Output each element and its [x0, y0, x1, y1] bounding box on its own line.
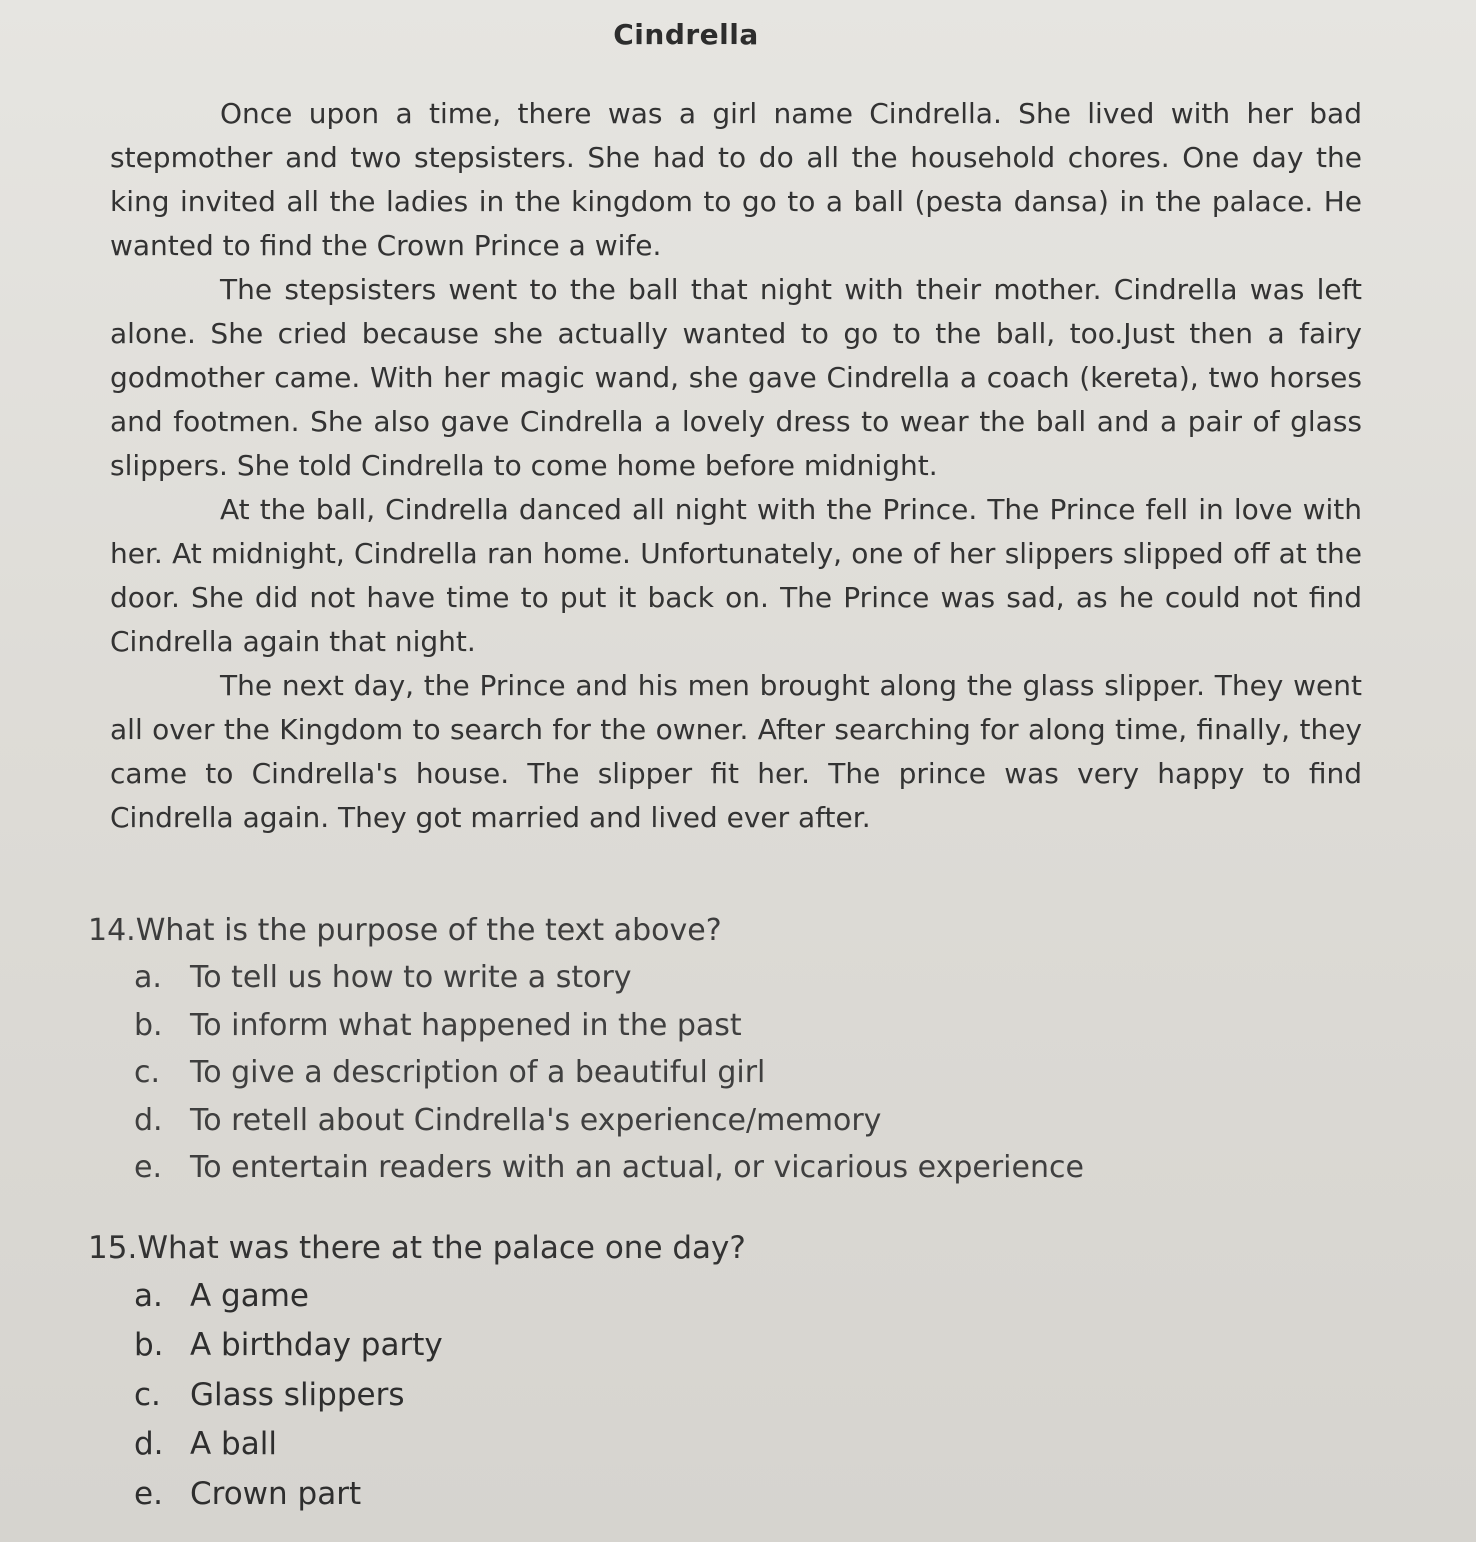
question-15-options — [88, 1272, 1288, 1520]
option-text: A ball — [190, 1426, 277, 1462]
option-letter: e. — [134, 1475, 163, 1512]
question-14-option-d[interactable] — [134, 1097, 1288, 1145]
option-letter: c. — [134, 1376, 161, 1413]
question-14-number: 14. — [88, 913, 136, 948]
option-text: To retell about Cindrella's experience/memory — [190, 1102, 882, 1138]
question-14-option-a[interactable] — [134, 954, 1288, 1002]
question-14-option-c[interactable] — [134, 1049, 1288, 1097]
question-14-text: What is the purpose of the text above? — [135, 913, 722, 948]
option-letter: b. — [134, 1007, 163, 1043]
option-text: To give a description of a beautiful girl — [190, 1055, 766, 1090]
option-letter: d. — [134, 1102, 163, 1138]
option-letter: e. — [134, 1150, 162, 1185]
document-title: Cindrella — [613, 18, 759, 51]
question-15-prompt — [88, 1224, 1288, 1272]
question-15-option-b[interactable] — [134, 1321, 1288, 1371]
question-15-number: 15. — [88, 1229, 138, 1266]
option-letter: b. — [134, 1327, 164, 1363]
story-text — [110, 92, 1362, 840]
option-letter: d. — [134, 1426, 164, 1462]
story-paragraph-1: Once upon a time, there was a girl name Cindrella. She lived with her bad stepmother and two stepsisters. She had to do all the household chores. One day the king invited all the ladies in the kingdom to go to a ball (pesta dansa) in the palace. He wanted to find the Crown Prince a wife. — [110, 97, 1362, 262]
story-paragraph-2: The stepsisters went to the ball that night with their mother. Cindrella was left alone. She cried because she actually wanted to go to the ball, too.Just then a fairy godmother came. With her magic wand, she gave Cindrella a coach (kereta), two horses and footmen. She also gave Cindrella a lovely dress to wear the ball and a pair of glass slippers. She told Cindrella to come home before midnight. — [110, 273, 1362, 482]
question-14-option-e[interactable] — [134, 1144, 1288, 1192]
question-section — [88, 908, 1288, 1519]
question-14-options — [88, 954, 1288, 1192]
story-paragraph-3: At the ball, Cindrella danced all night with the Prince. The Prince fell in love with her. At midnight, Cindrella ran home. Unfortunately, one of her slippers slipped off at the door. She did not have time to put it back on. The Prince was sad, as he could not find Cindrella again that night. — [110, 493, 1362, 658]
question-14-option-b[interactable] — [134, 1002, 1288, 1050]
question-15-option-c[interactable] — [134, 1371, 1288, 1421]
option-text: To tell us how to write a story — [190, 960, 632, 995]
question-15-option-e[interactable] — [134, 1470, 1288, 1520]
story-paragraph-4: The next day, the Prince and his men brought along the glass slipper. They went all over the Kingdom to search for the owner. After searching for along time, finally, they came to Cindrella's house. The slipper fit her. The prince was very happy to find Cindrella again. They got married and lived ever after. — [110, 669, 1362, 834]
question-15 — [88, 1224, 1288, 1520]
question-15-option-a[interactable] — [134, 1272, 1288, 1322]
question-14 — [88, 908, 1288, 1192]
question-15-text: What was there at the palace one day? — [137, 1229, 746, 1266]
option-letter: a. — [134, 1277, 163, 1314]
question-15-option-d[interactable] — [134, 1420, 1288, 1470]
option-text: To entertain readers with an actual, or vicarious experience — [190, 1150, 1084, 1185]
option-text: Glass slippers — [190, 1376, 405, 1413]
option-letter: a. — [134, 960, 162, 995]
option-letter: c. — [134, 1055, 161, 1090]
option-text: A game — [190, 1277, 310, 1314]
option-text: To inform what happened in the past — [190, 1007, 742, 1043]
question-14-prompt — [88, 908, 1288, 954]
option-text: Crown part — [190, 1475, 362, 1512]
option-text: A birthday party — [190, 1327, 443, 1363]
